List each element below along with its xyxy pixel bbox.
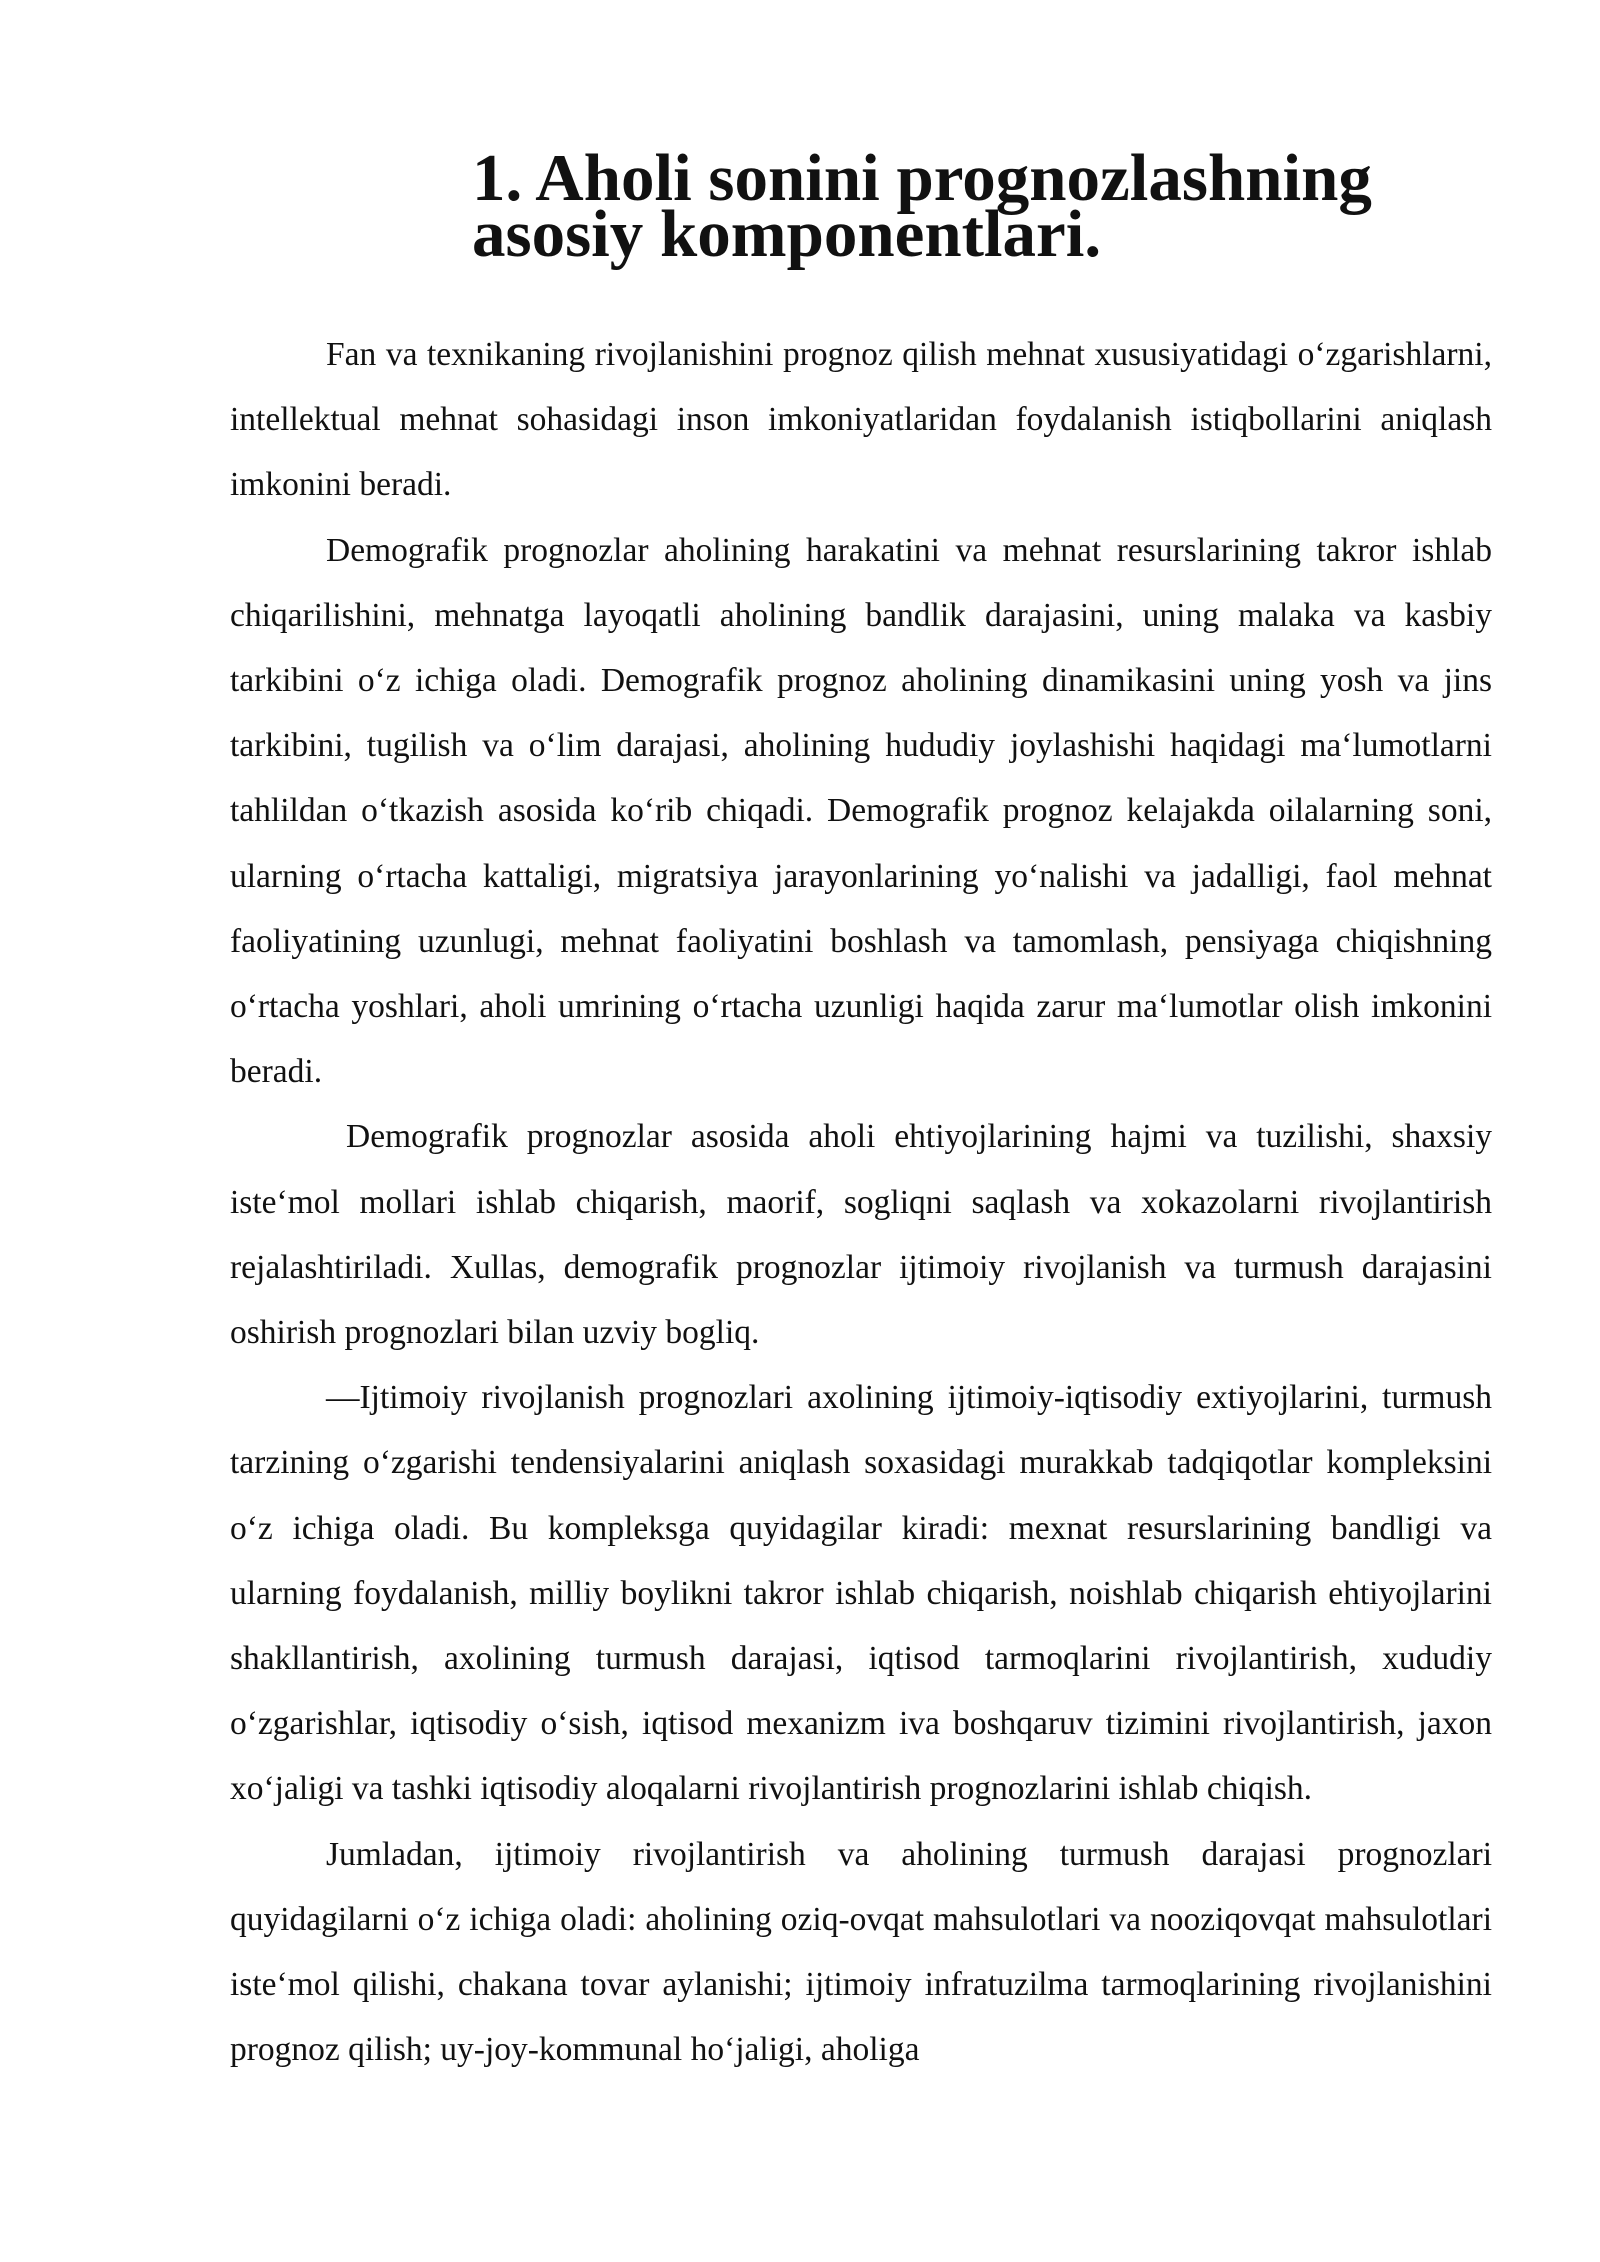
paragraph-science-forecast: Fan va texnikaning rivojlanishini prognoz qilish mehnat xususiyatidagi o‘zgarishlarni, intellektual mehnat sohasidagi inson imkoniyatlaridan foydalanish istiqbollarini aniqlash imkonini beradi. — [230, 336, 1492, 504]
document-page — [230, 141, 1492, 2082]
paragraph-social-development: —Ijtimoiy rivojlanish prognozlari axolining ijtimoiy-iqtisodiy extiyojlarini, turmush tarzining o‘zgarishi tendensiyalarini aniqlash soxasidagi murakkab tadqiqotlar kompleksini o‘z ichiga oladi. Bu kompleksga quyidagilar kiradi: mexnat resurslarining bandligi va ularning foydalanish, milliy boylikni takror ishlab chiqarish, noishlab chiqarish ehtiyojlarini shakllantirish, axolining turmush darajasi, iqtisod tarmoqlarini rivojlantirish, xududiy o‘zgarishlar, iqtisodiy o‘sish, iqtisod mexanizm iva boshqaruv tizimini rivojlantirish, jaxon xo‘jaligi va tashki iqtisodiy aloqalarni rivojlantirish prognozlarini ishlab chiqish. — [230, 1379, 1492, 1808]
paragraph-living-standards: Jumladan, ijtimoiy rivojlantirish va aholining turmush darajasi prognozlari quyidagilarni o‘z ichiga oladi: aholining oziq-ovqat mahsulotlari va nooziqovqat mahsulotlari iste‘mol qilishi, chakana tovar aylanishi; ijtimoiy infratuzilma tarmoqlarining rivojlanishini prognoz qilish; uy-joy-kommunal ho‘jaligi, aholiga — [230, 1835, 1492, 2069]
paragraph-demographic-forecasts: Demografik prognozlar aholining harakatini va mehnat resurslarining takror ishlab chiqarilishini, mehnatga layoqatli aholining bandlik darajasini, uning malaka va kasbiy tarkibini o‘z ichiga oladi. Demografik prognoz aholining dinamikasini uning yosh va jins tarkibini, tugilish va o‘lim darajasi, aholining hududiy joylashishi haqidagi ma‘lumotlarni tahlildan o‘tkazish asosida ko‘rib chiqadi. Demografik prognoz kelajakda oilalarning soni, ularning o‘rtacha kattaligi, migratsiya jarayonlarining yo‘nalishi va jadalligi, faol mehnat faoliyatining uzunlugi, mehnat faoliyatini boshlash va tamomlash, pensiyaga chiqishning o‘rtacha yoshlari, aholi umrining o‘rtacha uzunligi haqida zarur ma‘lumotlar olish imkonini beradi. — [230, 531, 1492, 1091]
paragraph-population-needs: Demografik prognozlar asosida aholi ehtiyojlarining hajmi va tuzilishi, shaxsiy iste‘mol mollari ishlab chiqarish, maorif, sogliqni saqlash va xokazolarni rivojlantirish rejalashtiriladi. Xullas, demografik prognozlar ijtimoiy rivojlanish va turmush darajasini oshirish prognozlari bilan uzviy bogliq. — [230, 1118, 1492, 1352]
section-heading: 1. Aholi sonini prognozlashning asosiy komponentlari. — [472, 141, 1372, 271]
